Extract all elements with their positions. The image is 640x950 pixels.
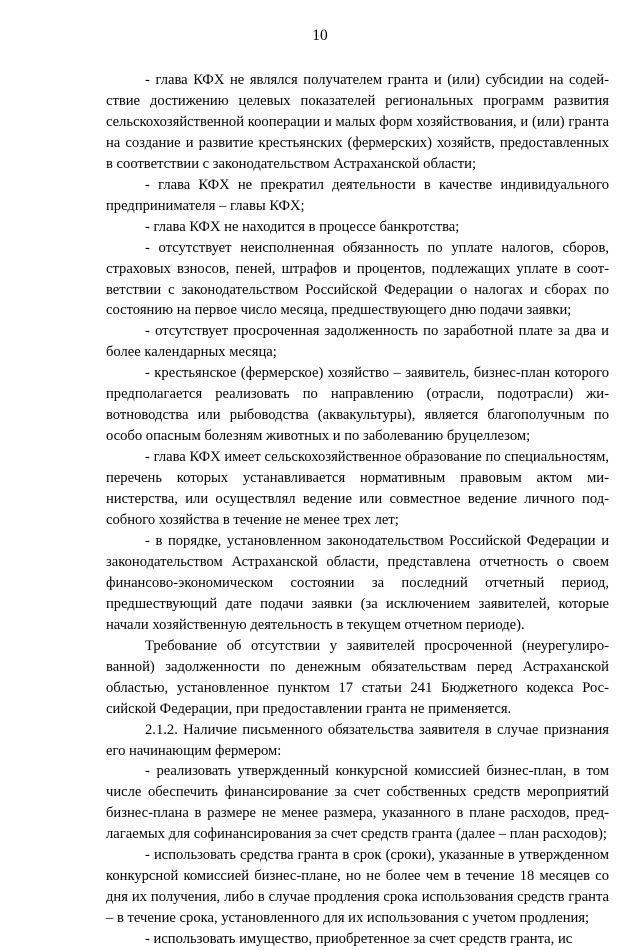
paragraph: - крестьянское (фермерское) хозяйство – заявитель, бизнес-план которого предполагается реализовать по направлению (отрасли, подотрасли) животноводства или рыбоводства (аквакультуры), является благополучным по особо опасным болезням животных и по заболеванию бруцеллезом; bbox=[106, 365, 609, 445]
document-body bbox=[106, 70, 609, 950]
paragraph: - глава КФХ не прекратил деятельности в качестве индивидуального предпринимателя – главы КФХ; bbox=[106, 176, 609, 214]
paragraph: - реализовать утвержденный конкурсной комиссией бизнес-план, в том числе обеспечить финансирование за счет собственных средств мероприятий бизнес-плана в размере не менее размера, указанного в плане расходов, предлагаемых для софинансирования за счет средств гранта (далее – план расходов); bbox=[106, 763, 609, 843]
paragraph: - глава КФХ не находится в процессе банкротства; bbox=[145, 218, 460, 235]
paragraph: - в порядке, установленном законодательством Российской Федерации и законодательством Астраханской области, представлена отчетность о своем финансово-экономическом состоянии за последний отчетный период, предшествующий дате подачи заявки (за исключением заявителей, которые начали хозяйственную деятельность в текущем отчетном периоде). bbox=[106, 532, 609, 633]
paragraph: - глава КФХ имеет сельскохозяйственное образование по специальностям, перечень которых устанавливается нормативным правовым актом министерства, или осуществлял ведение или совместное ведение личного подсобного хозяйства в течение не менее трех лет; bbox=[106, 449, 609, 529]
paragraph: Требование об отсутствии у заявителей просроченной (неурегулированной) задолженности по денежным обязательствам перед Астраханской областью, установленное пунктом 17 статьи 241 Бюджетного кодекса Российской Федерации, при предоставлении гранта не применяется. bbox=[106, 637, 609, 717]
paragraph: - отсутствует неисполненная обязанность по уплате налогов, сборов, страховых взносов, пеней, штрафов и процентов, подлежащих уплате в соответствии с законодательством Российской Федерации о налогах и сборах по состоянию на первое число месяца, предшествующего дню подачи заявки; bbox=[106, 239, 609, 319]
paragraph: 2.1.2. Наличие письменного обязательства заявителя в случае признания его начинающим фермером: bbox=[106, 721, 609, 759]
page-number: 10 bbox=[312, 27, 328, 44]
paragraph: - использовать средства гранта в срок (сроки), указанные в утвержденном конкурсной комиссией бизнес-плане, но не более чем в течение 18 месяцев со дня их получения, либо в случае продления срока использования средств гранта – в течение срока, установленного для их использования с учетом продления; bbox=[106, 847, 609, 927]
paragraph: - глава КФХ не являлся получателем гранта и (или) субсидии на содействие достижению целевых показателей региональных программ развития сельскохозяйственной кооперации и малых форм хозяйствования, и (или) гранта на создание и развитие крестьянских (фермерских) хозяйств, предоставленных в соответствии с законодательством Астраханской области; bbox=[106, 72, 609, 172]
paragraph: - отсутствует просроченная задолженность по заработной плате за два и более календарных месяца; bbox=[106, 323, 609, 361]
paragraph: - использовать имущество, приобретенное за счет средств гранта, ис bbox=[145, 931, 573, 948]
